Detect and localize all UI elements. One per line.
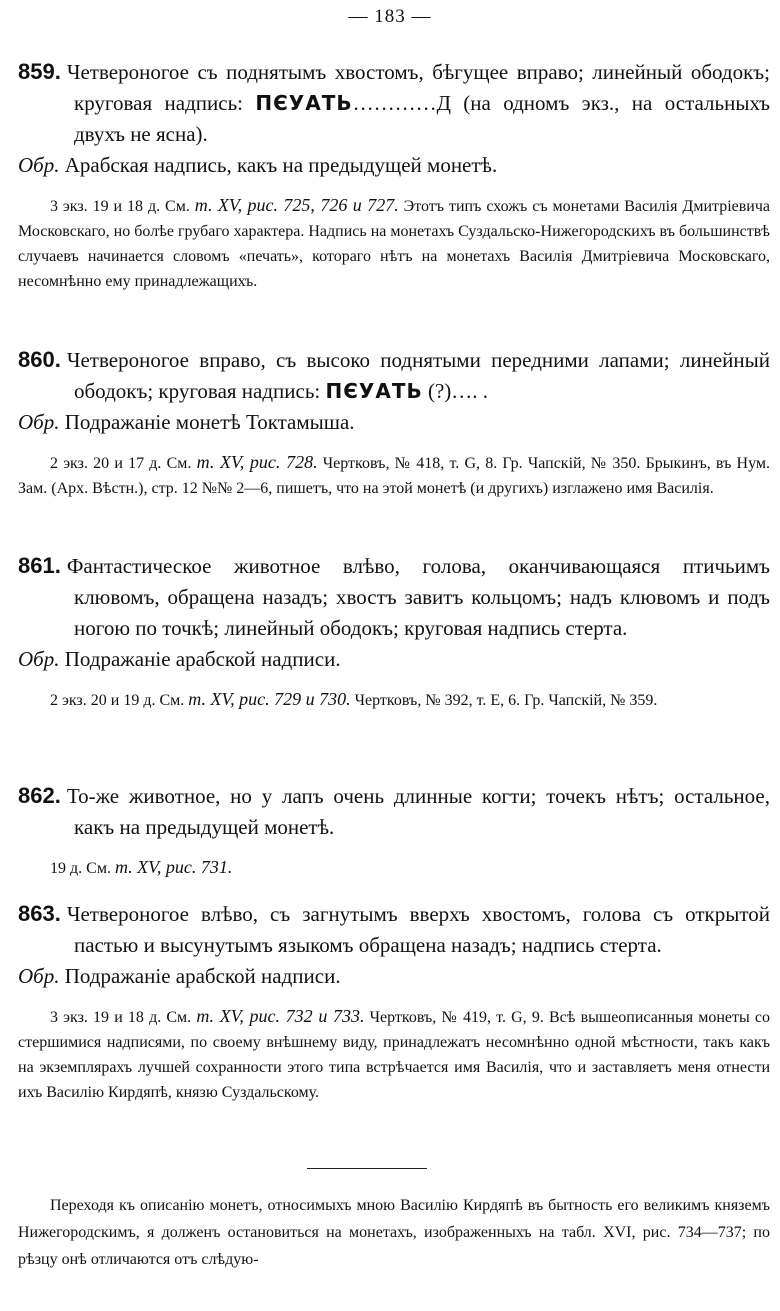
obverse-label: Обр. [18,964,60,988]
note-text: 19 д. См. [50,860,115,877]
entry-number: 859. [18,59,61,84]
entry-number: 862. [18,783,61,808]
entry-text: Четвероногое влѣво, съ загнутымъ вверхъ хвостомъ, голова съ открытой пастью и высунутымъ языкомъ обращена назадъ; надпись стерта. [66,902,770,957]
note-reference: т. XV, рис. 732 и 733. [196,1006,365,1026]
entry-description [18,780,770,843]
catalog-entry-859 [18,56,770,294]
obverse-label: Обр. [18,647,60,671]
entry-text: Фантастическое животное влѣво, голова, оканчивающаяся птичьимъ клювомъ, обращена назадъ; хвостъ завитъ кольцомъ; надъ клювомъ и подъ ногою по точкѣ; линейный ободокъ; круговая надпись стерта. [66,554,770,640]
entry-note [18,1004,770,1105]
entry-text: То-же животное, но у лапъ очень длинные когти; точекъ нѣтъ; остальное, какъ на предыдущей монетѣ. [66,784,770,839]
obverse-line [18,644,770,675]
note-reference: т. XV, рис. 725, 726 и 727. [194,195,399,215]
page-number: — 183 — [348,6,432,27]
entry-note [18,193,770,294]
obverse-label: Обр. [18,410,60,434]
note-text: 3 экз. 19 и 18 д. См. [50,198,195,215]
catalog-entry-863 [18,898,770,1105]
inscription-text: ПЄУАТЬ [255,91,353,115]
note-text: 2 экз. 20 и 19 д. См. [50,692,189,709]
entry-number: 860. [18,347,61,372]
note-text-after: Этотъ типъ схожъ съ монетами Василія Дмитріевича Московскаго, но болѣе грубаго характера. Надпись на монетахъ Суздальско-Нижегородскихъ въ большинствѣ случаевъ начинается словомъ «печать», котораго нѣтъ на монетахъ Василія Дмитріевича Московскаго, несомнѣнно ему принадлежащихъ. [18,198,770,290]
entry-text-after: …………Д (на одномъ экз., на остальныхъ двухъ не ясна). [74,91,771,146]
note-text: 3 экз. 19 и 18 д. См. [50,1009,197,1026]
entry-text: Четвероногое вправо, съ высоко поднятыми передними лапами; линейный ободокъ; круговая надпись: [66,348,770,403]
note-text: 2 экз. 20 и 17 д. См. [50,455,197,472]
entry-description [18,550,770,644]
entry-note [18,687,770,713]
catalog-entry-862 [18,780,770,881]
entry-description [18,898,770,961]
footer-paragraph: Переходя къ описанію монетъ, относимыхъ мною Василію Кирдяпѣ въ бытность его великимъ княземъ Нижегородскимъ, я долженъ остановиться на монетахъ, изображенныхъ на табл. XVI, рис. 734—737; по рѣзцу онѣ отличаются отъ слѣдую- [18,1197,770,1268]
note-reference: т. XV, рис. 729 и 730. [188,689,351,709]
entry-text: Четвероногое съ поднятымъ хвостомъ, бѣгущее вправо; линейный ободокъ; круговая надпись: [66,60,770,115]
entry-description [18,56,770,150]
obverse-line [18,961,770,992]
obverse-text: Подражаніе арабской надписи. [59,647,341,671]
obverse-label: Обр. [18,153,60,177]
entry-description [18,344,770,407]
note-reference: т. XV, рис. 728. [196,452,318,472]
note-text-after: Чертковъ, № 418, т. G, 8. Гр. Чапскій, № 350. Брыкинъ, въ Нум. Зам. (Арх. Вѣстн.), стр. 12 №№ 2—6, пишетъ, что на этой монетѣ (и другихъ) изглажено имя Василія. [18,455,771,497]
catalog-entry-861 [18,550,770,713]
entry-number: 861. [18,553,61,578]
section-divider [307,1168,427,1169]
entry-number: 863. [18,901,61,926]
obverse-text: Арабская надпись, какъ на предыдущей монетѣ. [59,153,498,177]
obverse-text: Подражаніе арабской надписи. [59,964,341,988]
entry-note [18,855,770,881]
obverse-line [18,150,770,181]
note-text-after: Чертковъ, № 392, т. E, 6. Гр. Чапскій, № 359. [350,692,658,709]
note-reference: т. XV, рис. 731. [114,857,233,877]
entry-text-after: (?)…. . [422,379,489,403]
catalog-entry-860 [18,344,770,501]
obverse-line [18,407,770,438]
entry-note [18,450,770,501]
note-text-after: Чертковъ, № 419, т. G, 9. Всѣ вышеописанныя монеты со стершимися надписями, по своему внѣшнему виду, принадлежатъ несомнѣнно одной мѣстности, такъ какъ на экземплярахъ лучшей сохранности этого типа встрѣчается имя Василія, что и заставляетъ меня отнести ихъ Василію Кирдяпѣ, князю Суздальскому. [18,1009,771,1101]
obverse-text: Подражаніе монетѣ Токтамыша. [59,410,355,434]
inscription-text: ПЄУАТЬ [325,379,423,403]
